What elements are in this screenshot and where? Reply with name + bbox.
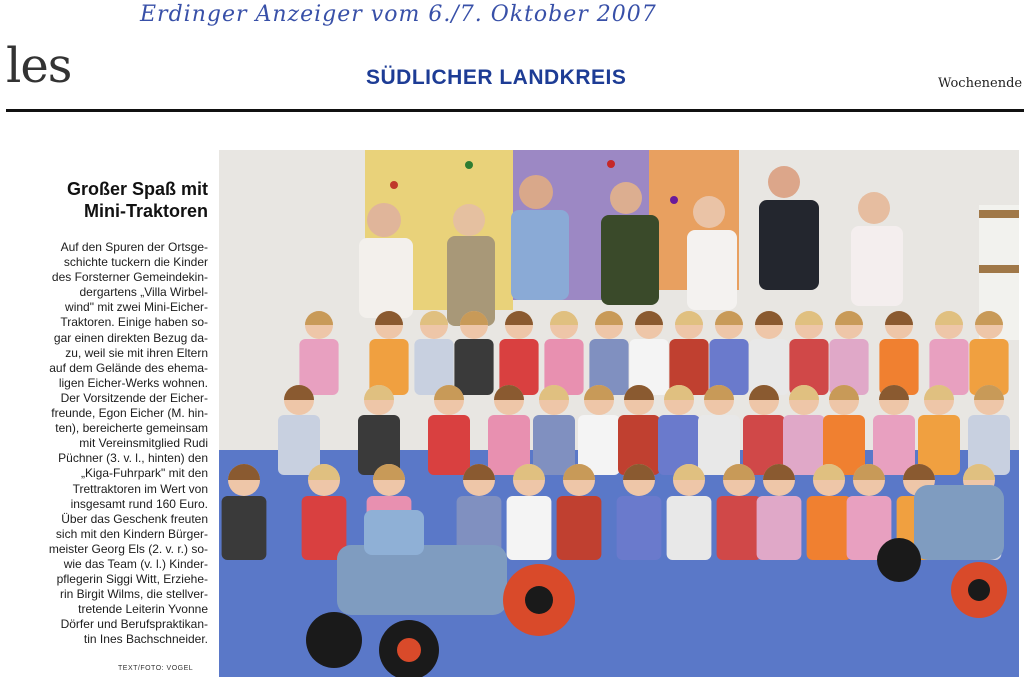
body-line: ten), bereicherte gemeinsam <box>55 421 208 436</box>
article-body <box>16 240 208 648</box>
header-right-fragment: Wochenende <box>938 76 1023 91</box>
body-line: Dörfer und Berufspraktikan- <box>60 617 208 632</box>
body-line: schichte tuckern die Kinder <box>63 255 208 270</box>
body-line: Püchner (3. v. l., hinten) den <box>58 451 208 466</box>
photo-credit: TEXT/FOTO: VOGEL <box>118 665 194 672</box>
body-line: sich mit den Kindern Bürger- <box>55 526 208 541</box>
handwritten-date-note: Erdinger Anzeiger vom 6./7. Oktober 2007 <box>140 2 657 27</box>
header-rule <box>6 109 1024 112</box>
header-left-fragment: les <box>6 38 72 94</box>
body-line: „Kiga-Fuhrpark" mit den <box>81 466 208 481</box>
body-line: mit Vereinsmitglied Rudi <box>79 436 208 451</box>
body-line: gar einen direkten Bezug da- <box>53 330 208 345</box>
body-line: wind" mit zwei Mini-Eicher- <box>65 300 208 315</box>
body-line: rin Birgit Wilms, die stellver- <box>59 587 208 602</box>
body-line: Trettraktoren im Wert von <box>72 481 208 496</box>
body-line: Der Vorsitzende der Eicher- <box>60 390 208 405</box>
section-title: SÜDLICHER LANDKREIS <box>366 66 627 89</box>
body-line: Traktoren. Einige haben so- <box>60 315 208 330</box>
group-photo-illustration <box>219 150 1019 677</box>
body-line: insgesamt rund 160 Euro. <box>70 496 208 511</box>
body-line: Auf den Spuren der Ortsge- <box>60 240 208 254</box>
body-line: dergartens „Villa Wirbel- <box>79 285 208 300</box>
body-line: tretende Leiterin Yvonne <box>78 602 208 617</box>
body-line: auf dem Gelände des ehema- <box>49 360 208 375</box>
article-headline <box>16 178 208 222</box>
body-line: zu, weil sie mit ihren Eltern <box>65 345 208 360</box>
body-line: Über das Geschenk freuten <box>61 511 208 526</box>
body-line: pflegerin Siggi Witt, Erziehe- <box>56 572 208 587</box>
body-line: meister Georg Els (2. v. r.) so- <box>48 541 208 556</box>
article <box>16 178 208 648</box>
body-line: tin Ines Bachschneider. <box>83 632 208 647</box>
group-photo <box>219 150 1019 677</box>
body-line: ligen Eicher-Werks wohnen. <box>58 375 208 390</box>
headline-line: Mini-Traktoren <box>83 201 208 221</box>
headline-line: Großer Spaß mit <box>66 179 208 199</box>
body-line: wie das Team (v. l.) Kinder- <box>63 556 208 571</box>
body-line: des Forsterner Gemeindekin- <box>51 270 208 285</box>
body-line: freunde, Egon Eicher (M. hin- <box>51 406 208 421</box>
